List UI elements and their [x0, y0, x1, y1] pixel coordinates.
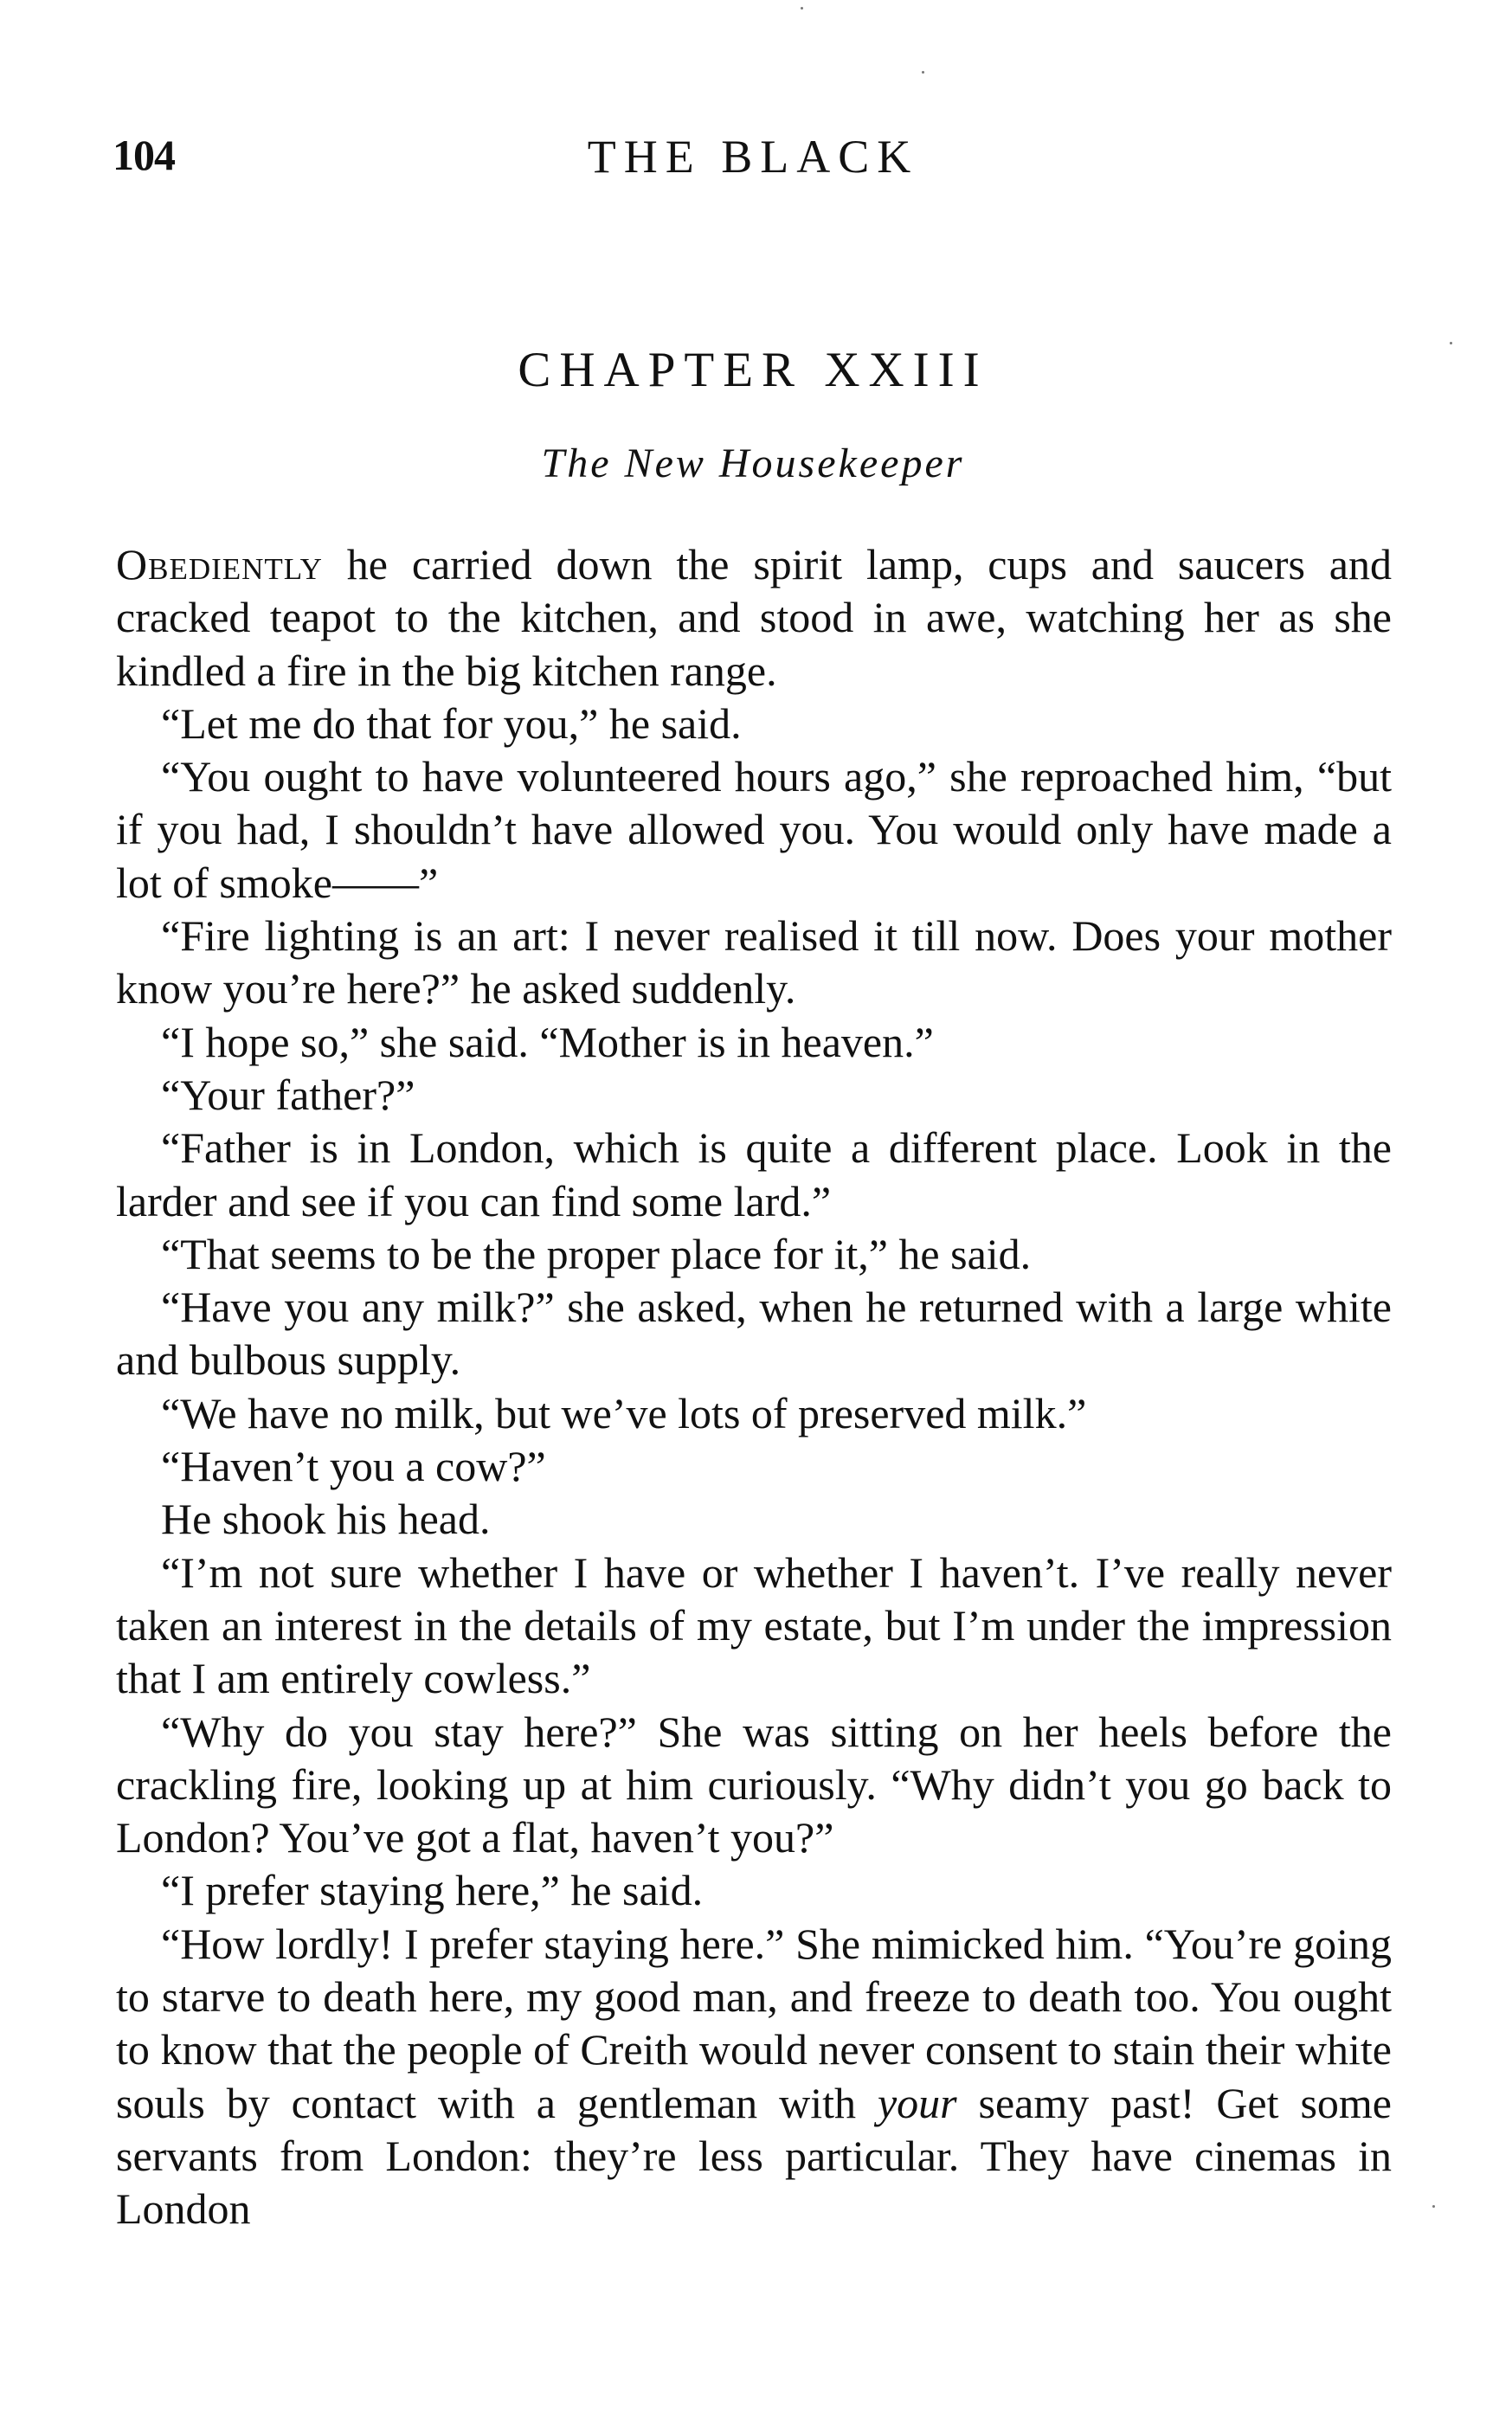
- paragraph: “You ought to have volunteered hours ago,” she reproached him, “but if you had, I shouldn’t have allowed you. You would only have made a lot of smoke——”: [116, 752, 1392, 907]
- paragraph: [116, 1918, 1392, 2236]
- page-number: 104: [113, 131, 175, 179]
- paragraph: “Have you any milk?” she asked, when he returned with a large white and bulbous supply.: [116, 1283, 1392, 1385]
- opening-word: Obediently: [116, 540, 323, 588]
- chapter-subtitle: The New Housekeeper: [541, 441, 965, 486]
- emphasized-word: your: [877, 2078, 957, 2127]
- paragraph: “I hope so,” she said. “Mother is in heaven.”: [161, 1017, 934, 1066]
- paragraph-text: “How lordly! I prefer staying here.” She mimicked him. “You’re going to starve to death here, my good man, and freeze to death too. You ought to know that the people of Creith would never consent to stain their white souls by contact with a gentleman with: [116, 1919, 1392, 2127]
- paragraph: “I’m not sure whether I have or whether I haven’t. I’ve really never taken an interest in the details of my estate, but I’m under the impression that I am entirely cowless.”: [116, 1547, 1392, 1703]
- running-title: THE BLACK: [587, 131, 919, 183]
- paragraph: “We have no milk, but we’ve lots of preserved milk.”: [161, 1388, 1087, 1437]
- paragraph: “Haven’t you a cow?”: [161, 1442, 546, 1491]
- paragraph: “Why do you stay here?” She was sitting on her heels before the crackling fire, looking up at him curiously. “Why didn’t you go back to London? You’ve got a flat, haven’t you?”: [116, 1707, 1392, 1862]
- paragraph: “That seems to be the proper place for it,” he said.: [161, 1229, 1032, 1278]
- paragraph: “Father is in London, which is quite a different place. Look in the larder and see if you can find some lard.”: [116, 1123, 1392, 1225]
- paragraph: He shook his head.: [161, 1495, 491, 1544]
- paragraph: “Your father?”: [161, 1070, 415, 1119]
- paper-speck: [1432, 2205, 1435, 2208]
- paragraph-text: he carried down the spirit lamp, cups and saucers and cracked teapot to the kitchen, and stood in awe, watching her as she kindled a fire in the big kitchen range.: [116, 540, 1392, 695]
- paragraph: “I prefer staying here,” he said.: [161, 1866, 704, 1915]
- paper-speck: [922, 71, 924, 74]
- paragraph: “Let me do that for you,” he said.: [161, 698, 742, 748]
- paragraph: [116, 538, 1392, 698]
- paper-speck: [801, 7, 803, 10]
- paragraph-text: seamy past! Get some servants from London: they’re less particular. They have cinemas in London: [116, 2078, 1392, 2234]
- running-head: [113, 130, 1393, 190]
- paragraph: “Fire lighting is an art: I never realised it till now. Does your mother know you’re here?” he asked suddenly.: [116, 911, 1392, 1013]
- paper-speck: [1450, 342, 1452, 344]
- chapter-heading: CHAPTER XXIII: [518, 343, 988, 397]
- body-text: [116, 538, 1392, 2236]
